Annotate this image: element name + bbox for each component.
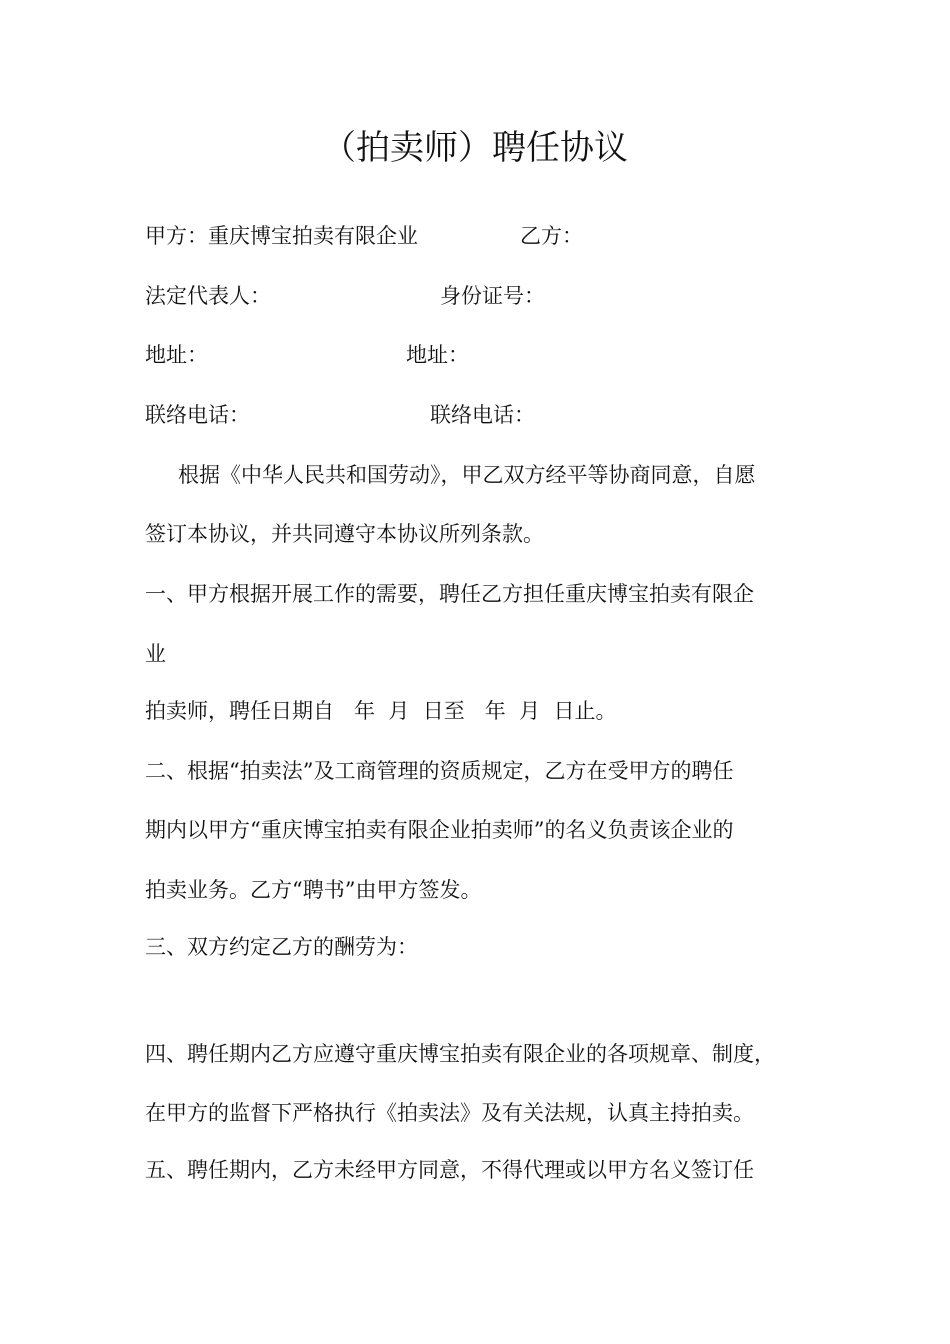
party-b-label: 乙方： [520,224,583,248]
address-b-label: 地址： [406,343,469,367]
clause-1-line: 业 [145,642,166,666]
party-a-label: 甲方：重庆博宝拍卖有限企业 [145,224,418,248]
phone-a-label: 联络电话： [145,403,250,427]
clause-2-line: 期内以甲方“重庆博宝拍卖有限企业拍卖师”的名义负责该企业的 [145,818,734,842]
body-line: 根据《中华人民共和国劳动》，甲乙双方经平等协商同意，自愿 [178,463,756,487]
document-title: （拍卖师）聘任协议 [322,128,628,168]
clause-3-line: 三、双方约定乙方的酬劳为： [145,935,418,959]
legal-representative-label: 法定代表人： [145,284,271,308]
phone-b-label: 联络电话： [430,403,535,427]
body-line: 签订本协议，并共同遵守本协议所列条款。 [145,522,544,546]
clause-4-line: 四、聘任期内乙方应遵守重庆博宝拍卖有限企业的各项规章、制度， [145,1042,775,1066]
clause-5-line: 五、聘任期内，乙方未经甲方同意，不得代理或以甲方名义签订任 [145,1158,754,1182]
clause-1-line: 一、甲方根据开展工作的需要，聘任乙方担任重庆博宝拍卖有限企 [145,582,754,606]
address-a-label: 地址： [145,343,208,367]
clause-1-line: 拍卖师，聘任日期自 年 月 日至 年 月 日止。 [145,699,617,723]
clause-4-line: 在甲方的监督下严格执行《拍卖法》及有关法规，认真主持拍卖。 [145,1101,754,1125]
clause-2-line: 二、根据“拍卖法”及工商管理的资质规定，乙方在受甲方的聘任 [145,759,734,783]
id-number-label: 身份证号： [440,284,545,308]
clause-2-line: 拍卖业务。乙方“聘书”由甲方签发。 [145,878,482,902]
